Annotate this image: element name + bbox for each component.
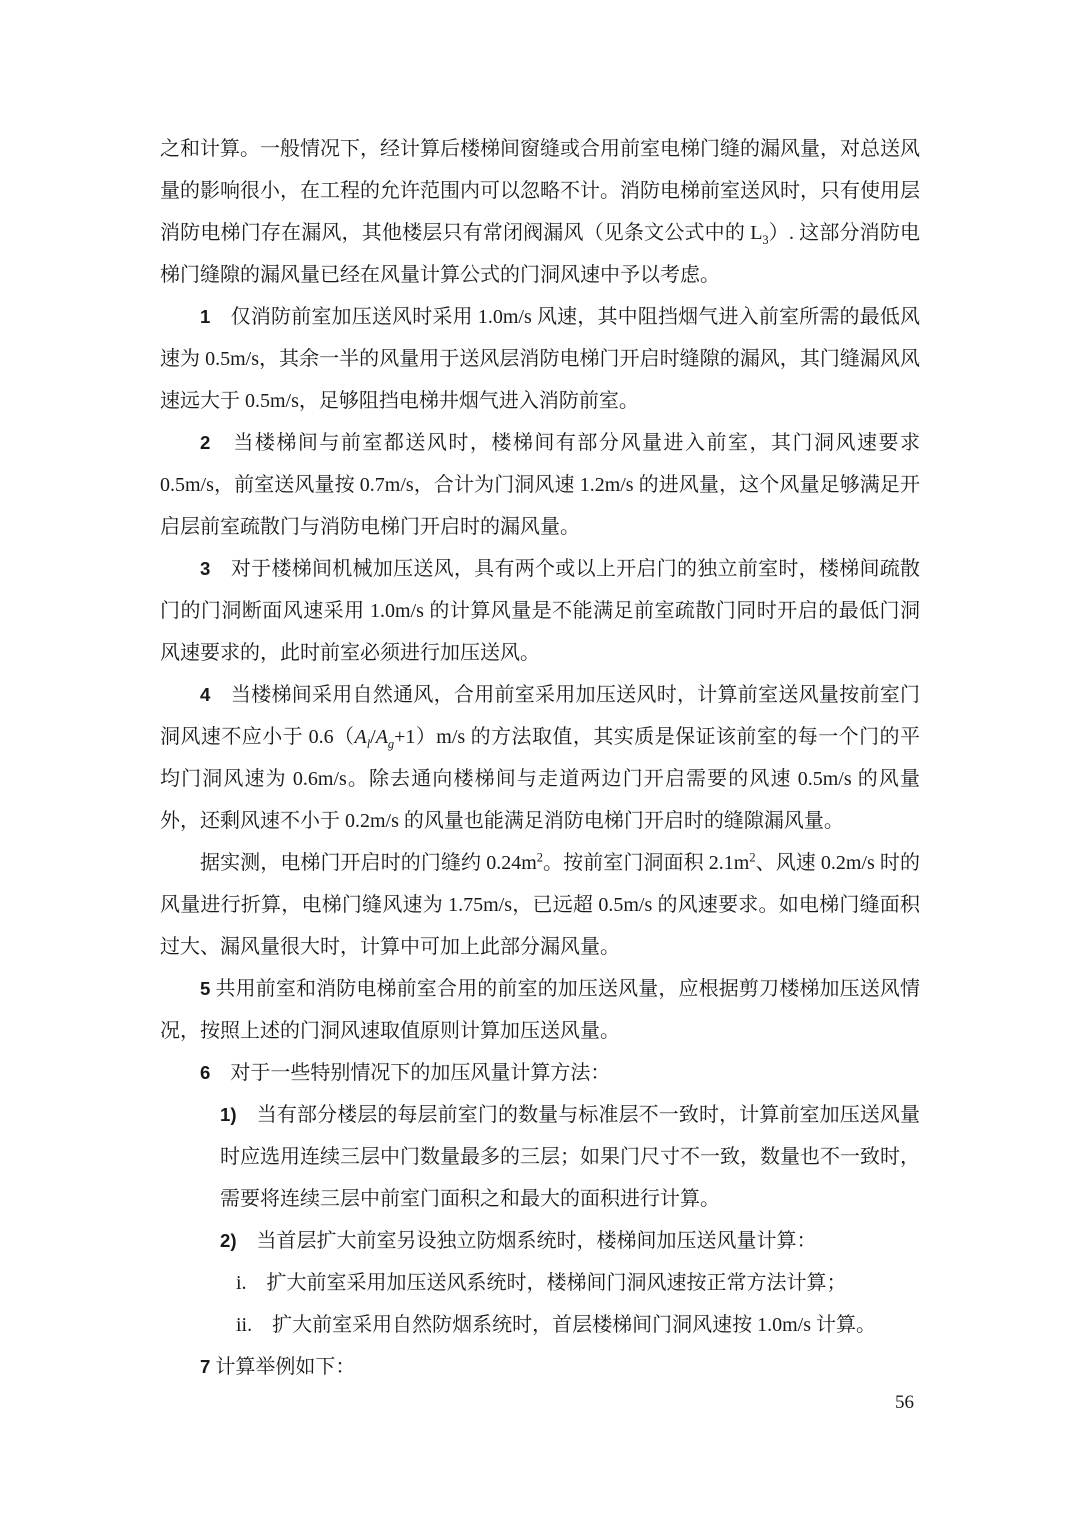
text-run: 。按前室门洞面积 2.1m <box>542 852 750 874</box>
text-run: l <box>366 737 371 751</box>
text-run: / <box>370 726 376 748</box>
text-run: A <box>354 726 367 748</box>
text-run: 对于一些特别情况下的加压风量计算方法： <box>210 1062 611 1084</box>
text-run: 1) <box>220 1104 237 1125</box>
text-run: 2 <box>200 432 211 453</box>
text-run: ）. 这部分消防电梯门缝隙的漏风量已经在风量计算公式的门洞风速中予以考虑。 <box>160 222 921 286</box>
text-run: g <box>387 737 395 751</box>
text-run: 3 <box>762 233 769 247</box>
numbered-item-6 <box>160 1052 920 1094</box>
sub-item-2 <box>220 1220 920 1262</box>
text-run: 1 <box>200 306 211 327</box>
numbered-item-5 <box>160 968 920 1052</box>
text-run: 2 <box>536 850 543 865</box>
text-run: 当有部分楼层的每层前室门的数量与标准层不一致时，计算前室加压送风量时应选用连续三层中门数量最多的三层；如果门尺寸不一致，数量也不一致时，需要将连续三层中前室门面积之和最大的面积进行计算。 <box>220 1104 920 1210</box>
text-run: 对于楼梯间机械加压送风，具有两个或以上开启门的独立前室时，楼梯间疏散门的门洞断面风速采用 1.0m/s 的计算风量是不能满足前室疏散门同时开启的最低门洞风速要求的，此时前室必须进行加压送风。 <box>160 558 920 664</box>
text-run: 当楼梯间与前室都送风时，楼梯间有部分风量进入前室，其门洞风速要求 0.5m/s，前室送风量按 0.7m/s，合计为门洞风速 1.2m/s 的进风量，这个风量足够满足开启层前室疏散门与消防电梯门开启时的漏风量。 <box>160 432 920 538</box>
paragraph-measured-note <box>160 842 920 968</box>
sub-item-1 <box>220 1094 920 1220</box>
text-run: A <box>375 726 388 748</box>
text-block <box>160 128 920 1388</box>
text-run: 、风速 0.2m/s 时的风量进行折算，电梯门缝风速为 1.75m/s，已远超 0.5m/s 的风速要求。如电梯门缝面积过大、漏风量很大时，计算中可加上此部分漏风量。 <box>160 852 920 958</box>
page-number: 56 <box>895 1392 914 1413</box>
text-run: ii. 扩大前室采用自然防烟系统时，首层楼梯间门洞风速按 1.0m/s 计算。 <box>236 1314 877 1336</box>
text-run: 6 <box>200 1062 211 1083</box>
text-run: 2 <box>749 850 756 865</box>
text-run: 计算举例如下： <box>210 1356 356 1378</box>
text-run: 4 <box>200 684 211 705</box>
text-run: 共用前室和消防电梯前室合用的前室的加压送风量，应根据剪刀楼梯加压送风情况，按照上述的门洞风速取值原则计算加压送风量。 <box>160 978 920 1042</box>
numbered-item-3 <box>160 548 920 674</box>
text-run: 当首层扩大前室另设独立防烟系统时，楼梯间加压送风量计算： <box>236 1230 817 1252</box>
roman-item-ii <box>236 1304 920 1346</box>
numbered-item-1 <box>160 296 920 422</box>
text-run: 5 <box>200 978 211 999</box>
text-run: 7 <box>200 1356 211 1377</box>
text-run: 2) <box>220 1230 237 1251</box>
text-run: i. 扩大前室采用加压送风系统时，楼梯间门洞风速按正常方法计算； <box>236 1272 847 1294</box>
text-run: 当楼梯间采用自然通风，合用前室采用加压送风时，计算前室送风量按前室门洞风速不应小于 0.6（ <box>160 684 920 748</box>
text-run: 据实测，电梯门开启时的门缝约 0.24m <box>200 852 537 874</box>
numbered-item-4 <box>160 674 920 842</box>
text-run: +1）m/s 的方法取值，其实质是保证该前室的每一个门的平均门洞风速为 0.6m/s。除去通向楼梯间与走道两边门开启需要的风速 0.5m/s 的风量外，还剩风速不小于 0.2m/s 的风量也能满足消防电梯门开启时的缝隙漏风量。 <box>160 726 920 832</box>
paragraph-continuation <box>160 128 920 296</box>
text-run: 仅消防前室加压送风时采用 1.0m/s 风速，其中阻挡烟气进入前室所需的最低风速为 0.5m/s，其余一半的风量用于送风层消防电梯门开启时缝隙的漏风，其门缝漏风风速远大于 0.5m/s，足够阻挡电梯井烟气进入消防前室。 <box>160 306 920 412</box>
text-run: 3 <box>200 558 211 579</box>
roman-item-i <box>236 1262 920 1304</box>
numbered-item-2 <box>160 422 920 548</box>
text-run: 之和计算。一般情况下，经计算后楼梯间窗缝或合用前室电梯门缝的漏风量，对总送风量的影响很小，在工程的允许范围内可以忽略不计。消防电梯前室送风时，只有使用层消防电梯门存在漏风，其他楼层只有常闭阀漏风（见条文公式中的 L <box>160 138 920 244</box>
